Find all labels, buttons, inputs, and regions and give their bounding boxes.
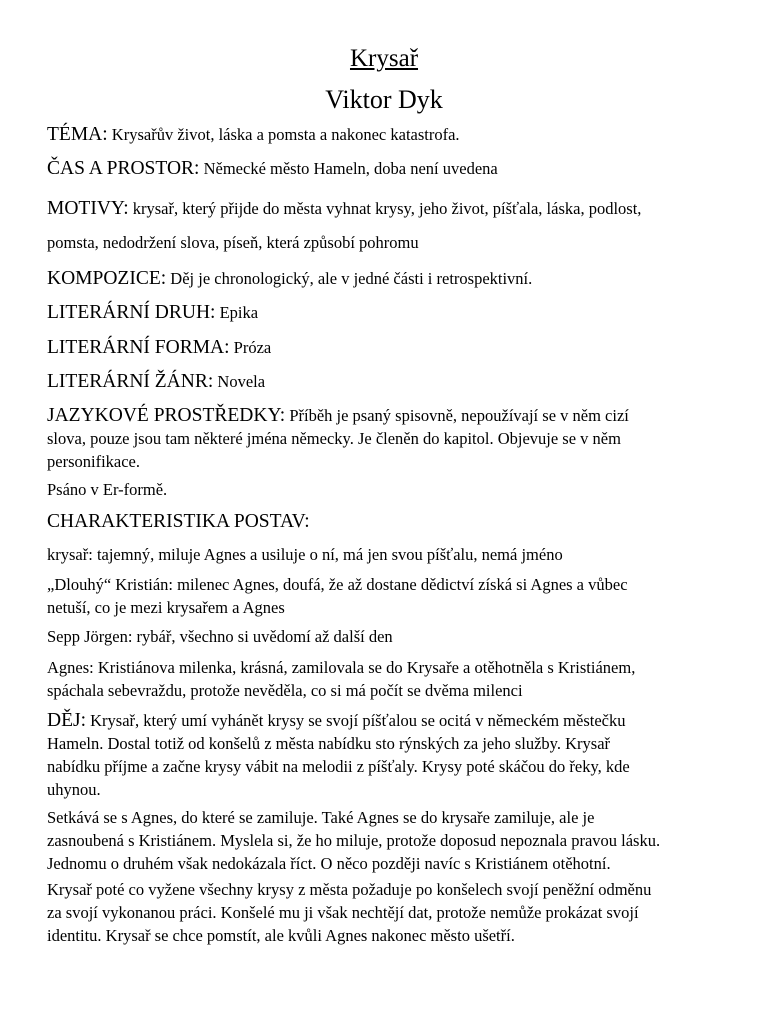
motivy-text-2: pomsta, nedodržení slova, píseň, která způsobí pohromu — [47, 233, 419, 252]
kristian-text-1: „Dlouhý“ Kristián: milenec Agnes, doufá, že až dostane dědictví získá si Agnes a vůbec — [47, 575, 628, 594]
section-er-forma — [47, 478, 737, 501]
sepp-text: Sepp Jörgen: rybář, všechno si uvědomí až další den — [47, 627, 393, 646]
tema-label: TÉMA: — [47, 124, 108, 145]
postavy-label: CHARAKTERISTIKA POSTAV: — [47, 511, 310, 532]
dej-text-1: Krysař, který umí vyhánět krysy se svojí píšťalou se ocitá v německém městečku — [86, 711, 626, 730]
jazyk-text-1: Příběh je psaný spisovně, nepoužívají se v něm cizí — [285, 406, 629, 425]
jazyk-text-2: slova, pouze jsou tam některé jména německy. Je členěn do kapitol. Objevuje se v něm — [47, 429, 621, 448]
motivy-label: MOTIVY: — [47, 198, 129, 219]
er-forma-text: Psáno v Er-formě. — [47, 480, 168, 499]
krysar-text: krysař: tajemný, miluje Agnes a usiluje o ní, má jen svou píšťalu, nemá jméno — [47, 545, 563, 564]
forma-label: LITERÁRNÍ FORMA: — [47, 337, 230, 358]
motivy-text-1: krysař, který přijde do města vyhnat krysy, jeho život, píšťala, láska, podlost, — [128, 199, 642, 218]
postava-sepp — [47, 625, 737, 648]
postava-krysar — [47, 543, 737, 566]
agnes-text-2: spáchala sebevraždu, protože nevěděla, co si má počít se dvěma milenci — [47, 681, 523, 700]
zanr-text: Novela — [213, 372, 266, 391]
document-title: Krysař — [349, 45, 419, 72]
postava-kristian — [47, 573, 737, 619]
setkava-text-3: Jednomu o druhém však nedokázala říct. O něco později navíc s Kristiánem otěhotní. — [47, 854, 611, 873]
jazyk-text-3: personifikace. — [47, 452, 140, 471]
section-tema — [47, 123, 737, 146]
jazyk-label: JAZYKOVÉ PROSTŘEDKY: — [47, 405, 286, 426]
cas-label: ČAS A PROSTOR: — [47, 158, 200, 179]
setkava-text-1: Setkává se s Agnes, do které se zamiluje. Také Agnes se do krysaře zamiluje, ale je — [47, 808, 595, 827]
dej-line-1 — [47, 709, 737, 732]
paragraph-setkava — [47, 806, 737, 875]
druh-label: LITERÁRNÍ DRUH: — [47, 302, 216, 323]
section-druh — [47, 301, 737, 324]
postava-agnes — [47, 656, 737, 702]
konec-text-3: identitu. Krysař se chce pomstít, ale kvůli Agnes nakonec město ušetří. — [47, 926, 515, 945]
tema-text: Krysařův život, láska a pomsta a nakonec katastrofa. — [107, 125, 460, 144]
document-author: Viktor Dyk — [325, 85, 443, 114]
section-postavy — [47, 510, 737, 533]
dej-text-3: nabídku příjme a začne krysy vábit na melodii z píšťaly. Krysy poté skáčou do řeky, kde — [47, 757, 630, 776]
konec-text-2: za svojí vykonanou práci. Konšelé mu ji však nechtějí dat, protože nemůže prokázat svojí — [47, 903, 639, 922]
cas-text: Německé město Hameln, doba není uvedena — [199, 159, 498, 178]
setkava-text-2: zasnoubená s Kristiánem. Myslela si, že ho miluje, protože doposud nepoznala pravou lásku. — [47, 831, 661, 850]
section-zanr — [47, 370, 737, 393]
kristian-text-2: netuší, co je mezi krysařem a Agnes — [47, 598, 285, 617]
section-motivy — [47, 192, 737, 260]
dej-label: DĚJ: — [47, 710, 86, 731]
section-cas-prostor — [47, 157, 737, 180]
agnes-text-1: Agnes: Kristiánova milenka, krásná, zamilovala se do Krysaře a otěhotněla s Kristiánem, — [47, 658, 636, 677]
zanr-label: LITERÁRNÍ ŽÁNR: — [47, 371, 214, 392]
dej-text-2: Hameln. Dostal totiž od konšelů z města nabídku sto rýnských za jeho služby. Krysař — [47, 734, 611, 753]
jazyk-line-1 — [47, 404, 737, 427]
section-kompozice — [47, 267, 737, 290]
kompozice-label: KOMPOZICE: — [47, 268, 167, 289]
motivy-line-1 — [47, 192, 737, 226]
paragraph-konec — [47, 878, 737, 947]
druh-text: Epika — [215, 303, 259, 322]
dej-text-4: uhynou. — [47, 780, 101, 799]
kompozice-text: Děj je chronologický, ale v jedné části i retrospektivní. — [166, 269, 533, 288]
forma-text: Próza — [229, 338, 272, 357]
section-jazyk — [47, 404, 737, 473]
konec-text-1: Krysař poté co vyžene všechny krysy z města požaduje po konšelech svojí peněžní odměnu — [47, 880, 652, 899]
section-forma — [47, 336, 737, 359]
section-dej — [47, 709, 737, 801]
